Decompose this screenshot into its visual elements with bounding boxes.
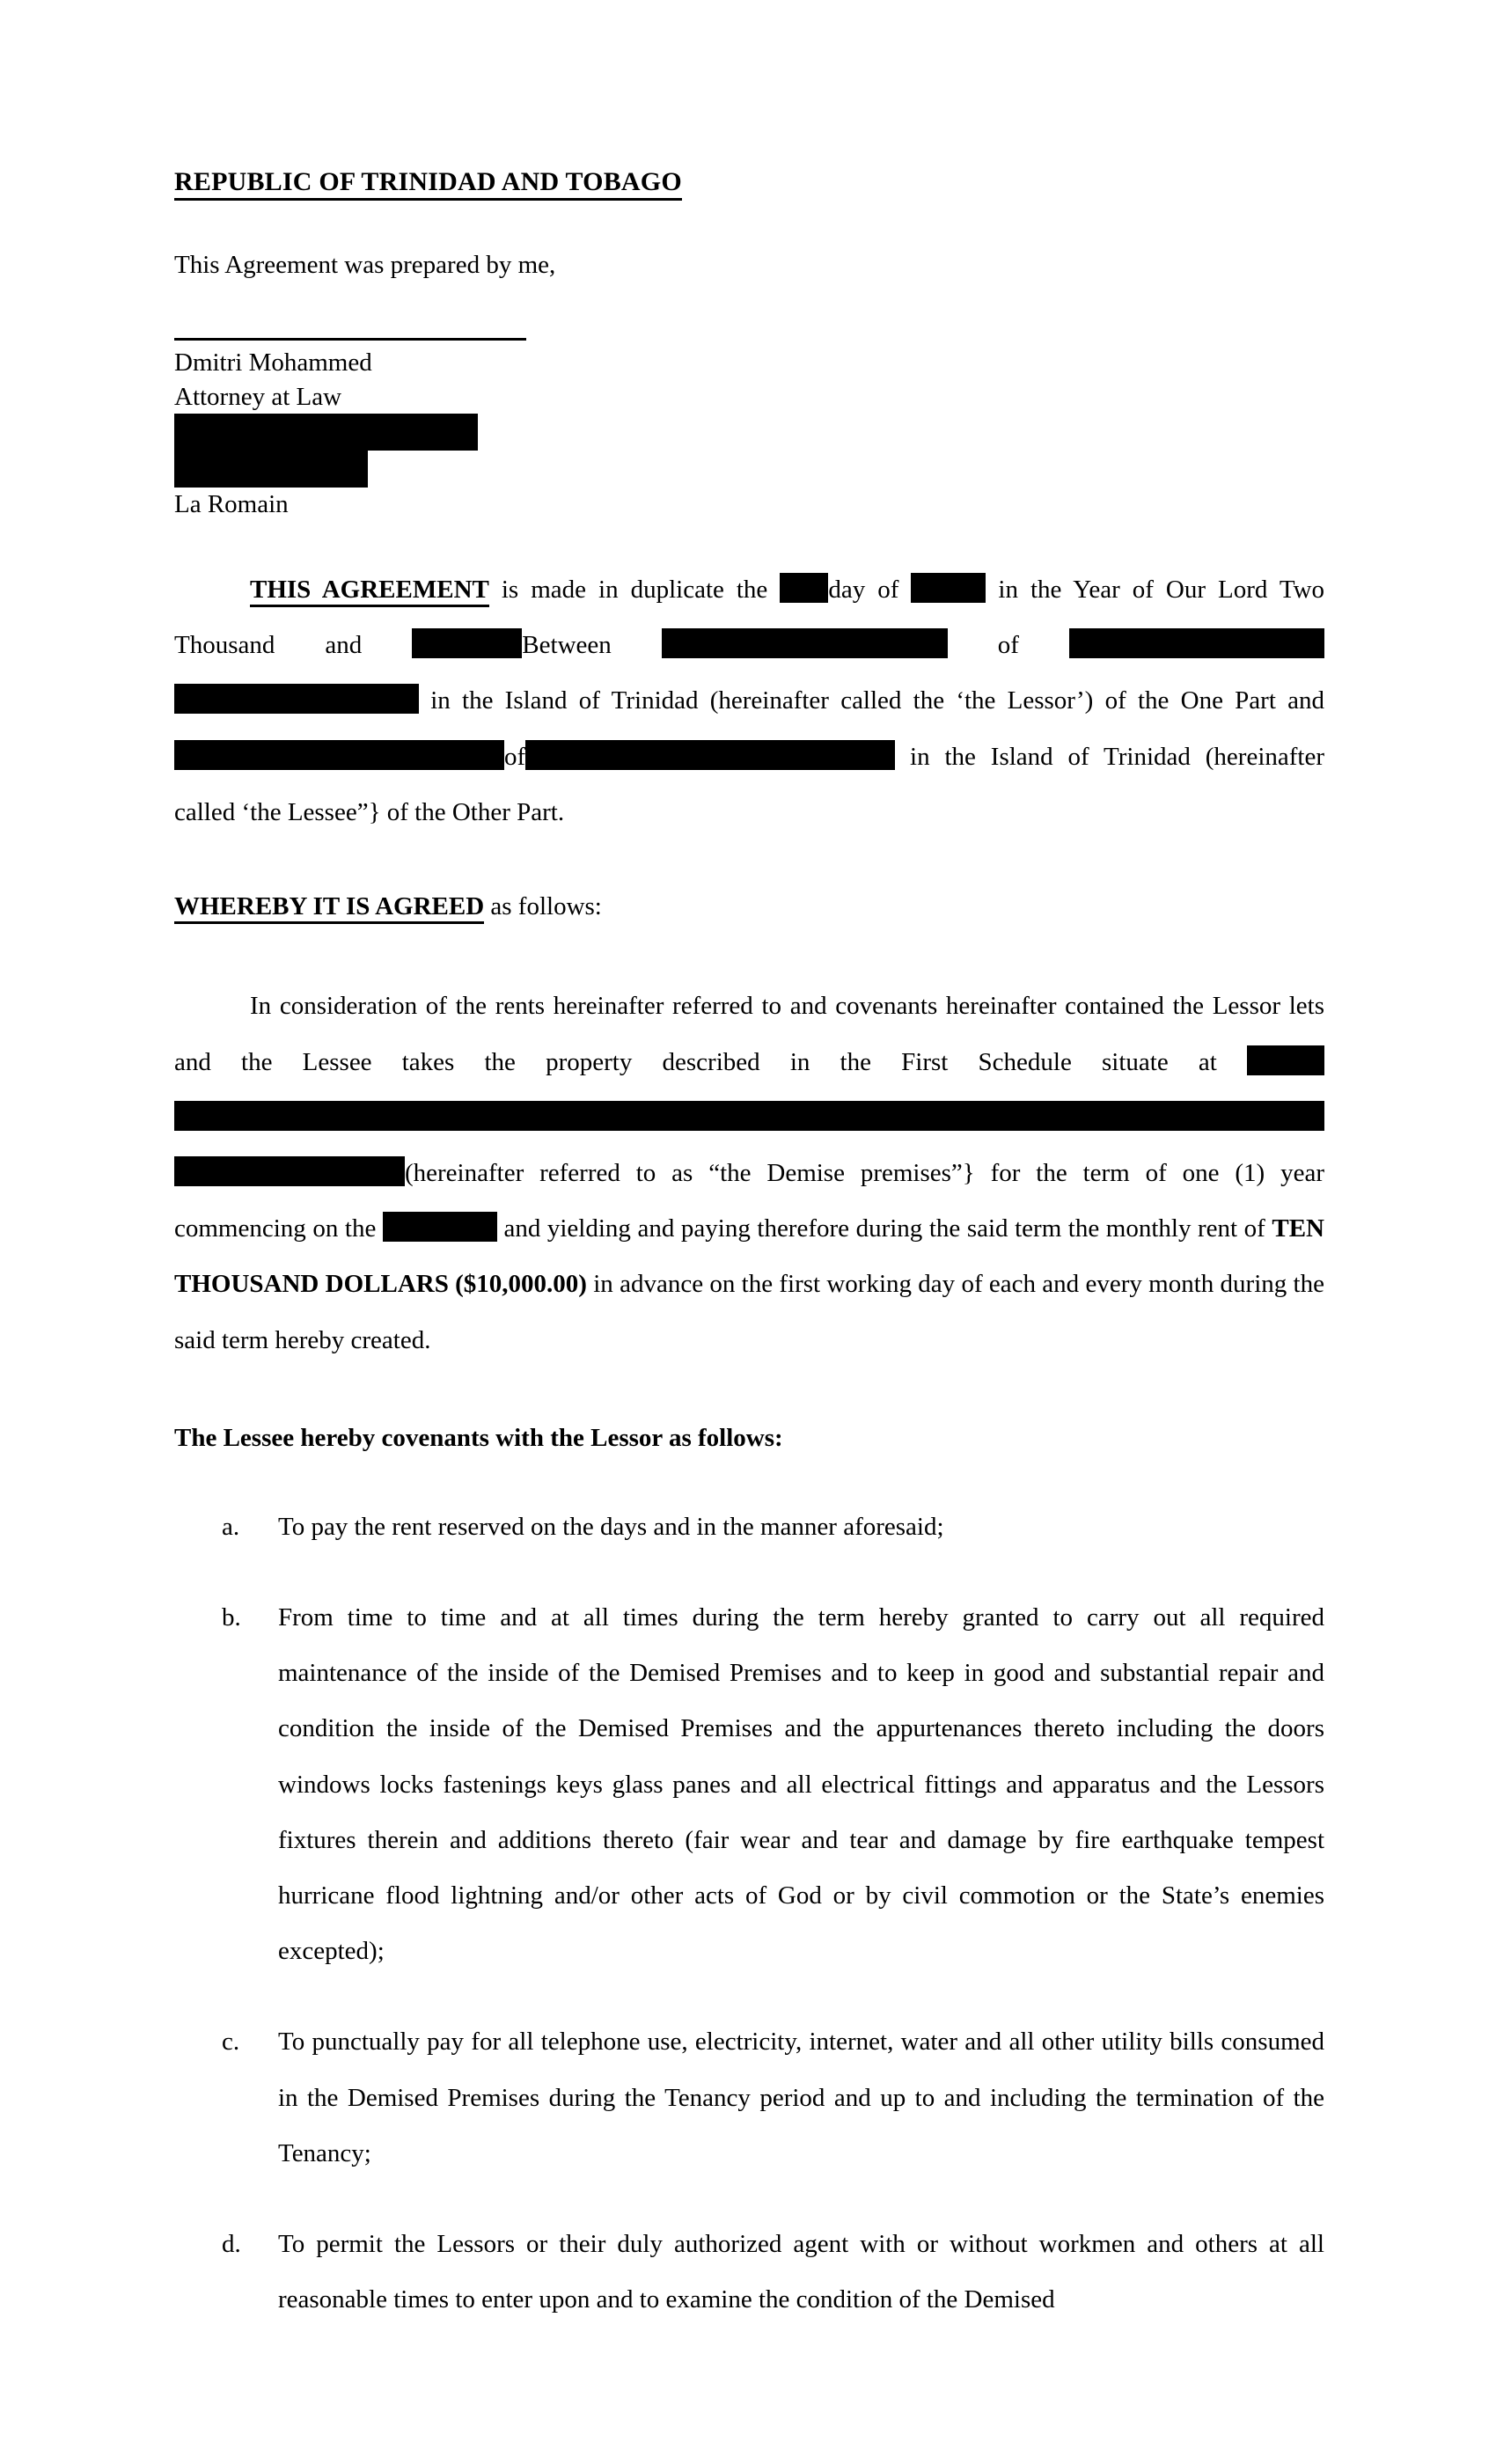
redaction-bar-premises-3 [174,1156,405,1186]
consideration-text-3: and yielding and paying therefore during the said term the monthly rent of [496,1214,1272,1243]
signature-rule [174,338,526,341]
redaction-bar-lessor-address-1 [1069,628,1324,658]
consideration-text-2: (hereinafter referred to as “the Demise premises”} for the term of one (1) year commencing on the [174,1159,1324,1243]
redaction-bar-lessee-name [174,740,504,770]
consideration-text-1: In consideration of the rents hereinafter referred to and covenants hereinafter contained the Lessor lets and the Lessee takes the property described in the First Schedule situate at [174,992,1324,1076]
prepared-by-line: This Agreement was prepared by me, [174,251,556,279]
monthly-rent-amount: TEN THOUSAND DOLLARS ($10,000.00) [174,1214,1325,1299]
list-item-marker: d. [222,2230,241,2259]
redaction-bar-month [911,573,986,603]
agreement-text-8: in the Island of Trinidad (hereinafter called ‘the Lessee”} of the Other Part. [174,742,1324,826]
agreement-heading: THIS AGREEMENT [250,576,489,607]
redaction-bar-lessor-address-2 [174,684,419,714]
page-title-text: REPUBLIC OF TRINIDAD AND TOBAGO [174,167,682,201]
attorney-block [174,338,1324,522]
list-item [174,1500,1324,1555]
agreement-paragraph [174,562,1324,840]
list-item-text: To pay the rent reserved on the days and in the manner aforesaid; [278,1512,944,1541]
redaction-bar-year [412,628,522,658]
document-content [174,167,1324,2328]
list-item [174,2014,1324,2182]
covenants-heading: The Lessee hereby covenants with the Lessor as follows: [174,1423,783,1452]
list-item-text: To punctually pay for all telephone use, electricity, internet, water and all other utility bills consumed in the Demised Premises during the Tenancy period and up to and including the termination of the Tenancy; [278,2028,1324,2167]
agreement-text-7: of [504,742,526,771]
attorney-address-line-2 [174,451,1324,488]
redaction-bar-day [780,573,828,603]
list-item [174,2217,1324,2328]
list-item-text: To permit the Lessors or their duly authorized agent with or without workmen and others at all reasonable times to enter upon and to examine the condition of the Demised [278,2230,1324,2314]
whereby-heading: WHEREBY IT IS AGREED [174,892,484,924]
attorney-address-line-1 [174,414,1324,451]
attorney-name: Dmitri Mohammed [174,348,372,378]
agreement-text-3: in the Year of Our Lord Two Thousand and [174,576,1325,660]
redaction-bar-premises-1 [1247,1045,1324,1075]
agreement-text-2: day of [828,576,912,605]
redaction-bar-lessor-name [662,628,948,658]
agreement-text-4: Between [522,631,662,660]
list-item-marker: c. [222,2028,240,2057]
redaction-bar-attorney-address-1 [174,414,478,451]
consideration-text-4: in advance on the first working day of each and every month during the said term hereby created. [174,1270,1324,1354]
agreement-text-6: in the Island of Trinidad (hereinafter called the ‘the Lessor’) of the One Part and [419,686,1324,715]
agreement-text-1: is made in duplicate the [488,576,781,605]
whereby-paragraph [174,879,1324,935]
list-item-text: From time to time and at all times during the term hereby granted to carry out all required maintenance of the inside of the Demised Premises and to keep in good and substantial repair and condition the inside of the Demised Premises and the appurtenances thereto including the doors windows locks fastenings keys glass panes and all electrical fittings and apparatus and the Lessors fixtures therein and additions thereto (fair wear and tear and damage by fire earthquake tempest hurricane flood lightning and/or other acts of God or by civil commotion or the State’s enemies excepted); [278,1602,1324,1966]
page-title [174,167,1324,196]
list-item-marker: b. [222,1602,241,1632]
attorney-city: La Romain [174,490,289,519]
agreement-text-5: of [947,631,1069,660]
redaction-bar-premises-2 [174,1101,1324,1131]
list-item [174,1590,1324,1980]
redaction-bar-lessee-address [525,740,895,770]
redaction-bar-commencement-date [383,1212,497,1242]
attorney-designation: Attorney at Law [174,382,342,411]
consideration-paragraph [174,979,1324,1368]
whereby-tail: as follows: [484,892,602,921]
list-item-marker: a. [222,1512,240,1541]
redaction-bar-attorney-address-2 [174,451,368,488]
covenants-list [174,1500,1324,2328]
